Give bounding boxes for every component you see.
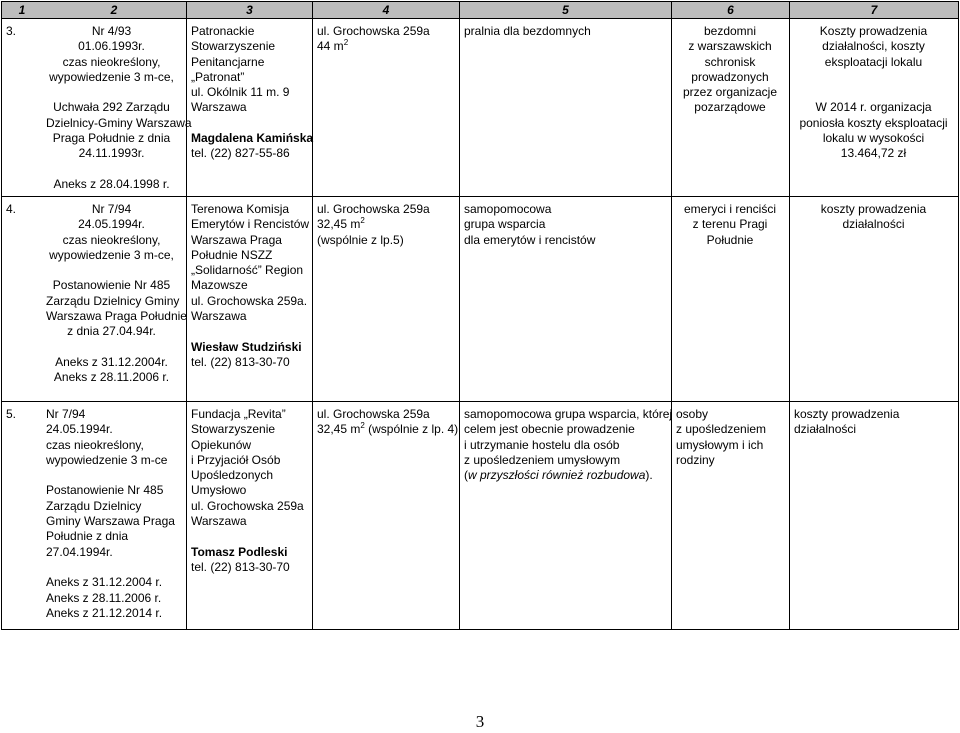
text-line [46,468,177,483]
text-line: tel. (22) 813-30-70 [191,559,290,574]
text-line: i Przyjaciół Osób [191,452,281,467]
text-line: przez organizacje [682,85,778,100]
text-line: Mazowsze [191,278,248,293]
text-line: schronisk [704,54,756,69]
cell-beneficiaries [672,19,790,197]
text-line: W 2014 r. organizacja [815,100,932,115]
text-line: Postanowienie Nr 485 [52,278,171,293]
text-line: wypowiedzenie 3 m-ce, [49,247,174,262]
text-line [794,85,953,100]
text-line: z upośledzeniem umysłowym [464,452,621,467]
agreement-lines [46,407,177,621]
text-line: Warszawa Praga [191,232,282,247]
text-line: 24.05.1994r. [46,422,113,437]
text-line: Opiekunów [191,437,252,452]
text-line: z upośledzeniem [676,422,767,437]
beneficiaries-lines [672,19,789,118]
text-line: 24.11.1993r. [78,146,145,161]
header-col-4: 4 [313,2,460,19]
text-line: Warszawa [191,100,247,115]
beneficiaries-lines [672,402,789,470]
text-line: „Patronat” [191,69,245,84]
page-number: 3 [475,712,485,731]
text-line: Aneks z 28.04.1998 r. [53,176,170,191]
text-line: rodziny [676,452,715,467]
text-line: koszty prowadzenia [820,202,927,216]
text-line: Aneks z 28.11.2006 r. [46,590,162,605]
costs-lines [790,19,958,164]
text-line: celem jest obecnie prowadzenie [464,422,635,437]
cell-purpose [460,19,672,197]
text-line: Aneks z 31.12.2004r. [55,354,168,369]
address-street: ul. Grochowska 259a [317,24,430,38]
text-line: 13.464,72 zł [840,146,907,161]
text-line: Południe z dnia [46,529,129,544]
text-line: działalności [794,422,857,437]
text-line: Fundacja „Revita” [191,407,286,421]
purpose-lines [464,407,673,468]
text-line [46,85,177,100]
text-line: Warszawa [191,514,247,529]
table-row [2,402,959,630]
text-line: Nr 7/94 [91,202,132,216]
text-line: poniosła koszty eksploatacji [799,115,948,130]
text-line: z dnia 27.04.94r. [67,324,156,339]
header-cell-1-2 [2,2,187,19]
text-line: samopomocowa [464,202,552,216]
text-line: Emerytów i Rencistów [191,217,310,232]
text-line: ul. Okólnik 11 m. 9 [191,85,290,100]
text-line: Tomasz Podleski [191,544,288,559]
text-line: Magdalena Kamińska [191,131,314,146]
text-line: Nr 7/94 [46,407,86,421]
text-line: tel. (22) 813-30-70 [191,354,290,369]
text-line: Aneks z 28.11.2006 r. [53,370,170,385]
text-line: z terenu Pragi [692,217,768,232]
text-line: ul. Grochowska 259a [191,498,304,513]
text-line: Postanowienie Nr 485 [46,483,164,498]
text-line: i utrzymanie hostelu dla osób [464,437,620,452]
address-street: ul. Grochowska 259a [317,407,430,421]
text-line: Uchwała 292 Zarządu [53,100,170,115]
cell-agreement [2,402,187,630]
cell-costs [790,402,959,630]
register-table [1,1,959,630]
cell-purpose [460,197,672,402]
text-line: Terenowa Komisja [191,202,290,216]
header-col-7: 7 [790,2,959,19]
cell-organization [187,402,313,630]
text-line: pozarządowe [694,100,766,115]
cell-agreement [2,197,187,402]
text-line: Stowarzyszenie [191,422,276,437]
text-line [46,340,177,355]
table-row [2,19,959,197]
text-line: umysłowym i ich [676,437,764,452]
organization-lines [187,402,312,577]
address-area: 32,45 $m^2$ [317,216,365,232]
header-col-1: 1 [18,3,26,17]
header-col-3: 3 [187,2,313,19]
cell-costs [790,19,959,197]
text-line: 27.04.1994r. [46,544,113,559]
text-line [46,560,177,575]
text-line: Gminy Warszawa Praga [46,514,175,529]
text-line: Upośledzonych [191,468,274,483]
text-line [46,162,177,177]
text-line: wypowiedzenie 3 m-ce [46,452,168,467]
text-line: działalności, koszty [822,39,925,54]
text-line: wypowiedzenie 3 m-ce, [49,69,174,84]
cell-beneficiaries [672,402,790,630]
text-line: prowadzonych [691,69,769,84]
text-line: Południe [706,232,754,247]
cell-address [313,402,460,630]
text-line: samopomocowa grupa wsparcia, której [464,407,673,421]
header-col-2: 2 [110,3,118,17]
text-line [191,116,307,131]
text-line: Wiesław Studziński [191,339,302,354]
text-line: Warszawa Praga Południe [46,309,187,324]
text-line: czas nieokreślony, [46,437,144,452]
address-area: 32,45 $m^2$ (wspólnie z lp. 4) [317,421,459,437]
text-line: działalności [842,217,905,232]
text-line: Umysłowo [191,483,247,498]
purpose-lines [460,19,671,41]
address-area: 44 $m^2$ [317,38,349,54]
text-line: Patronackie [191,24,255,38]
text-line: z warszawskich [688,39,772,54]
cell-address [313,197,460,402]
text-line [191,324,307,339]
text-line: czas nieokreślony, [62,232,161,247]
text-line: Penitancjarne [191,54,265,69]
text-line: Południe NSZZ [191,247,273,262]
agreement-lines [46,202,187,386]
text-line: Dzielnicy-Gminy Warszawa [46,115,192,130]
cell-costs [790,197,959,402]
text-line: pralnia dla bezdomnych [464,24,591,38]
text-line: „Solidarność” Region [191,263,304,278]
text-line: osoby [676,407,709,421]
text-line: Praga Południe z dnia [52,131,171,146]
text-line: koszty prowadzenia [794,407,900,421]
text-line: emeryci i renciści [683,202,776,216]
text-line: czas nieokreślony, [62,54,161,69]
text-line [794,70,953,85]
costs-lines [790,197,958,235]
address-street: ul. Grochowska 259a [317,202,430,216]
text-line [46,263,177,278]
purpose-note: (w przyszłości również rozbudowa). [464,468,653,483]
text-line: Aneks z 21.12.2014 r. [46,605,163,620]
cell-purpose [460,402,672,630]
table-row [2,197,959,402]
text-line: Nr 4/93 [91,24,132,38]
header-col-6: 6 [672,2,790,19]
header-col-5: 5 [460,2,672,19]
costs-lines [790,402,958,440]
text-line [191,529,307,544]
cell-address [313,19,460,197]
text-line: 01.06.1993r. [78,39,145,54]
cell-beneficiaries [672,197,790,402]
text-line: tel. (22) 827-55-86 [191,146,290,161]
row-number: 5. [6,407,17,421]
cell-organization [187,197,313,402]
agreement-lines [46,24,192,192]
text-line: lokalu w wysokości [822,131,925,146]
address-shared: (wspólnie z lp.5) [317,232,404,247]
text-line: ul. Grochowska 259a. [191,293,308,308]
text-line: Aneks z 31.12.2004 r. [46,575,163,590]
row-number: 4. [6,202,17,216]
organization-lines [187,19,312,164]
text-line: Warszawa [191,309,247,324]
text-line: Koszty prowadzenia [819,24,928,38]
text-line: bezdomni [703,24,757,38]
cell-organization [187,19,313,197]
text-line: Stowarzyszenie [191,39,276,54]
text-line: Zarządu Dzielnicy Gminy [46,293,180,308]
row-number: 3. [6,24,17,38]
organization-lines [187,197,312,372]
header-row [2,2,959,19]
text-line: grupa wsparcia [464,217,546,232]
text-line: Zarządu Dzielnicy [46,498,142,513]
purpose-lines [460,197,671,250]
text-line: dla emerytów i rencistów [464,232,596,247]
beneficiaries-lines [672,197,789,250]
text-line: eksploatacji lokalu [824,54,923,69]
text-line: 24.05.1994r. [78,217,145,232]
cell-agreement [2,19,192,197]
